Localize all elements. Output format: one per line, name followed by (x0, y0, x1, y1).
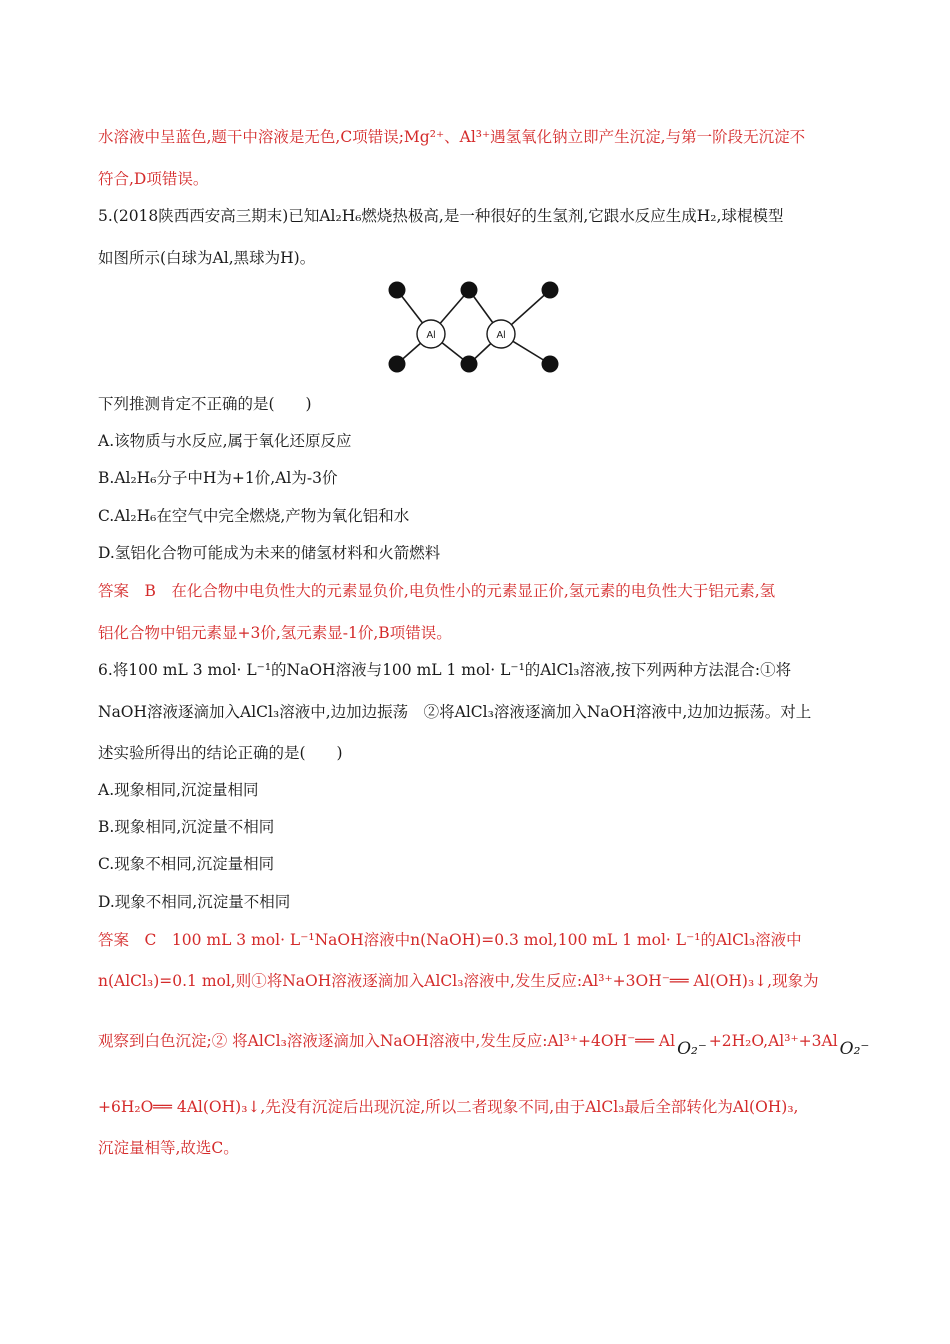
question-6-answer-line-4: +6H₂O══ 4Al(OH)₃↓,先没有沉淀后出现沉淀,所以二者现象不同,由于AlCl₃最后全部转化为Al(OH)₃, (98, 1098, 799, 1116)
question-6-line-2: NaOH溶液逐滴加入AlCl₃溶液中,边加边振荡 ②将AlCl₃溶液逐滴加入NaOH溶液中,边加边振荡。对上 (98, 703, 812, 721)
question-6-answer-line-3 (98, 1030, 871, 1059)
aluminate-ion-1: O₂⁻ (677, 1039, 707, 1059)
hydrogen-ball (461, 356, 478, 373)
question-6-option-d: D.现象不相同,沉淀量不相同 (98, 893, 291, 911)
aluminum-label: Al (426, 330, 436, 341)
question-5-stem: 下列推测肯定不正确的是( ) (98, 395, 312, 413)
answer-line-3-part-b: +2H₂O,Al³⁺+3Al (708, 1032, 838, 1050)
question-5-line-2: 如图所示(白球为Al,黑球为H)。 (98, 249, 316, 267)
question-5-option-d: D.氢铝化合物可能成为未来的储氢材料和火箭燃料 (98, 544, 441, 562)
answer-line-3-part-a: 观察到白色沉淀;② 将AlCl₃溶液逐滴加入NaOH溶液中,发生反应:Al³⁺+4OH⁻══ Al (98, 1032, 676, 1050)
prev-answer-line-1: 水溶液中呈蓝色,题干中溶液是无色,C项错误;Mg²⁺、Al³⁺遇氢氧化钠立即产生沉淀,与第一阶段无沉淀不 (98, 128, 806, 146)
question-6-line-3: 述实验所得出的结论正确的是( ) (98, 744, 343, 762)
aluminate-ion-2: O₂⁻ (839, 1039, 870, 1059)
question-6-option-a: A.现象相同,沉淀量相同 (98, 781, 259, 799)
question-6-answer-line-5: 沉淀量相等,故选C。 (98, 1139, 239, 1157)
question-5-line-1: 5.(2018陕西西安高三期末)已知Al₂H₆燃烧热极高,是一种很好的生氢剂,它跟水反应生成H₂,球棍模型 (98, 207, 784, 225)
question-5-answer-line-1: 答案 B 在化合物中电负性大的元素显负价,电负性小的元素显正价,氢元素的电负性大于铝元素,氢 (98, 582, 776, 600)
hydrogen-ball (389, 282, 406, 299)
question-6-option-c: C.现象不相同,沉淀量相同 (98, 855, 275, 873)
question-5-option-c: C.Al₂H₆在空气中完全燃烧,产物为氧化铝和水 (98, 507, 410, 525)
hydrogen-ball (542, 282, 559, 299)
question-5-option-a: A.该物质与水反应,属于氧化还原反应 (98, 432, 352, 450)
hydrogen-ball (542, 356, 559, 373)
hydrogen-ball (461, 282, 478, 299)
question-6-line-1: 6.将100 mL 3 mol· L⁻¹的NaOH溶液与100 mL 1 mol· L⁻¹的AlCl₃溶液,按下列两种方法混合:①将 (98, 661, 792, 679)
hydrogen-ball (389, 356, 406, 373)
question-6-option-b: B.现象相同,沉淀量不相同 (98, 818, 275, 836)
ball-and-stick-model (384, 278, 564, 376)
aluminum-label: Al (496, 330, 506, 341)
prev-answer-line-2: 符合,D项错误。 (98, 170, 209, 188)
question-6-answer-line-1: 答案 C 100 mL 3 mol· L⁻¹NaOH溶液中n(NaOH)=0.3 mol,100 mL 1 mol· L⁻¹的AlCl₃溶液中 (98, 931, 802, 949)
question-6-answer-line-2: n(AlCl₃)=0.1 mol,则①将NaOH溶液逐滴加入AlCl₃溶液中,发生反应:Al³⁺+3OH⁻══ Al(OH)₃↓,现象为 (98, 972, 819, 990)
question-5-answer-line-2: 铝化合物中铝元素显+3价,氢元素显-1价,B项错误。 (98, 624, 452, 642)
question-5-option-b: B.Al₂H₆分子中H为+1价,Al为-3价 (98, 469, 338, 487)
